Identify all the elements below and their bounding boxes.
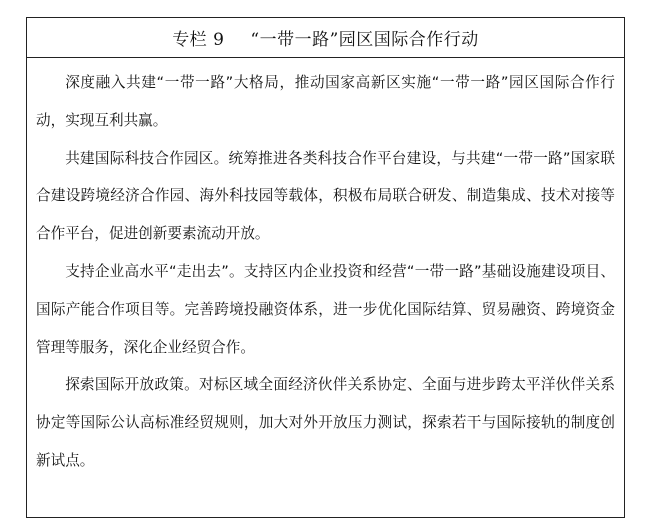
column-box	[26, 17, 625, 518]
column-title: “一带一路”园区国际合作行动	[250, 30, 479, 50]
paragraph-open-policy: 探索国际开放政策。对标区域全面经济伙伴关系协定、全面与进步跨太平洋伙伴关系协定等国际公认高标准经贸规则，加大对外开放压力测试，探索若干与国际接轨的制度创新试点。	[36, 376, 615, 469]
column-label: 专栏 9	[172, 30, 225, 50]
column-body	[27, 58, 624, 480]
paragraph-tech-parks: 共建国际科技合作园区。统筹推进各类科技合作平台建设，与共建“一带一路”国家联合建设跨境经济合作园、海外科技园等载体，积极布局联合研发、制造集成、技术对接等合作平台，促进创新要素流动开放。	[36, 149, 615, 243]
paragraph-going-global: 支持企业高水平“走出去”。支持区内企业投资和经营“一带一路”基础设施建设项目、国际产能合作项目等。完善跨境投融资体系，进一步优化国际结算、贸易融资、跨境资金管理等服务，深化企业经贸合作。	[36, 262, 615, 356]
column-title-bar	[27, 18, 624, 58]
paragraph-intro: 深度融入共建“一带一路”大格局，推动国家高新区实施“一带一路”园区国际合作行动，实现互利共赢。	[36, 74, 615, 129]
